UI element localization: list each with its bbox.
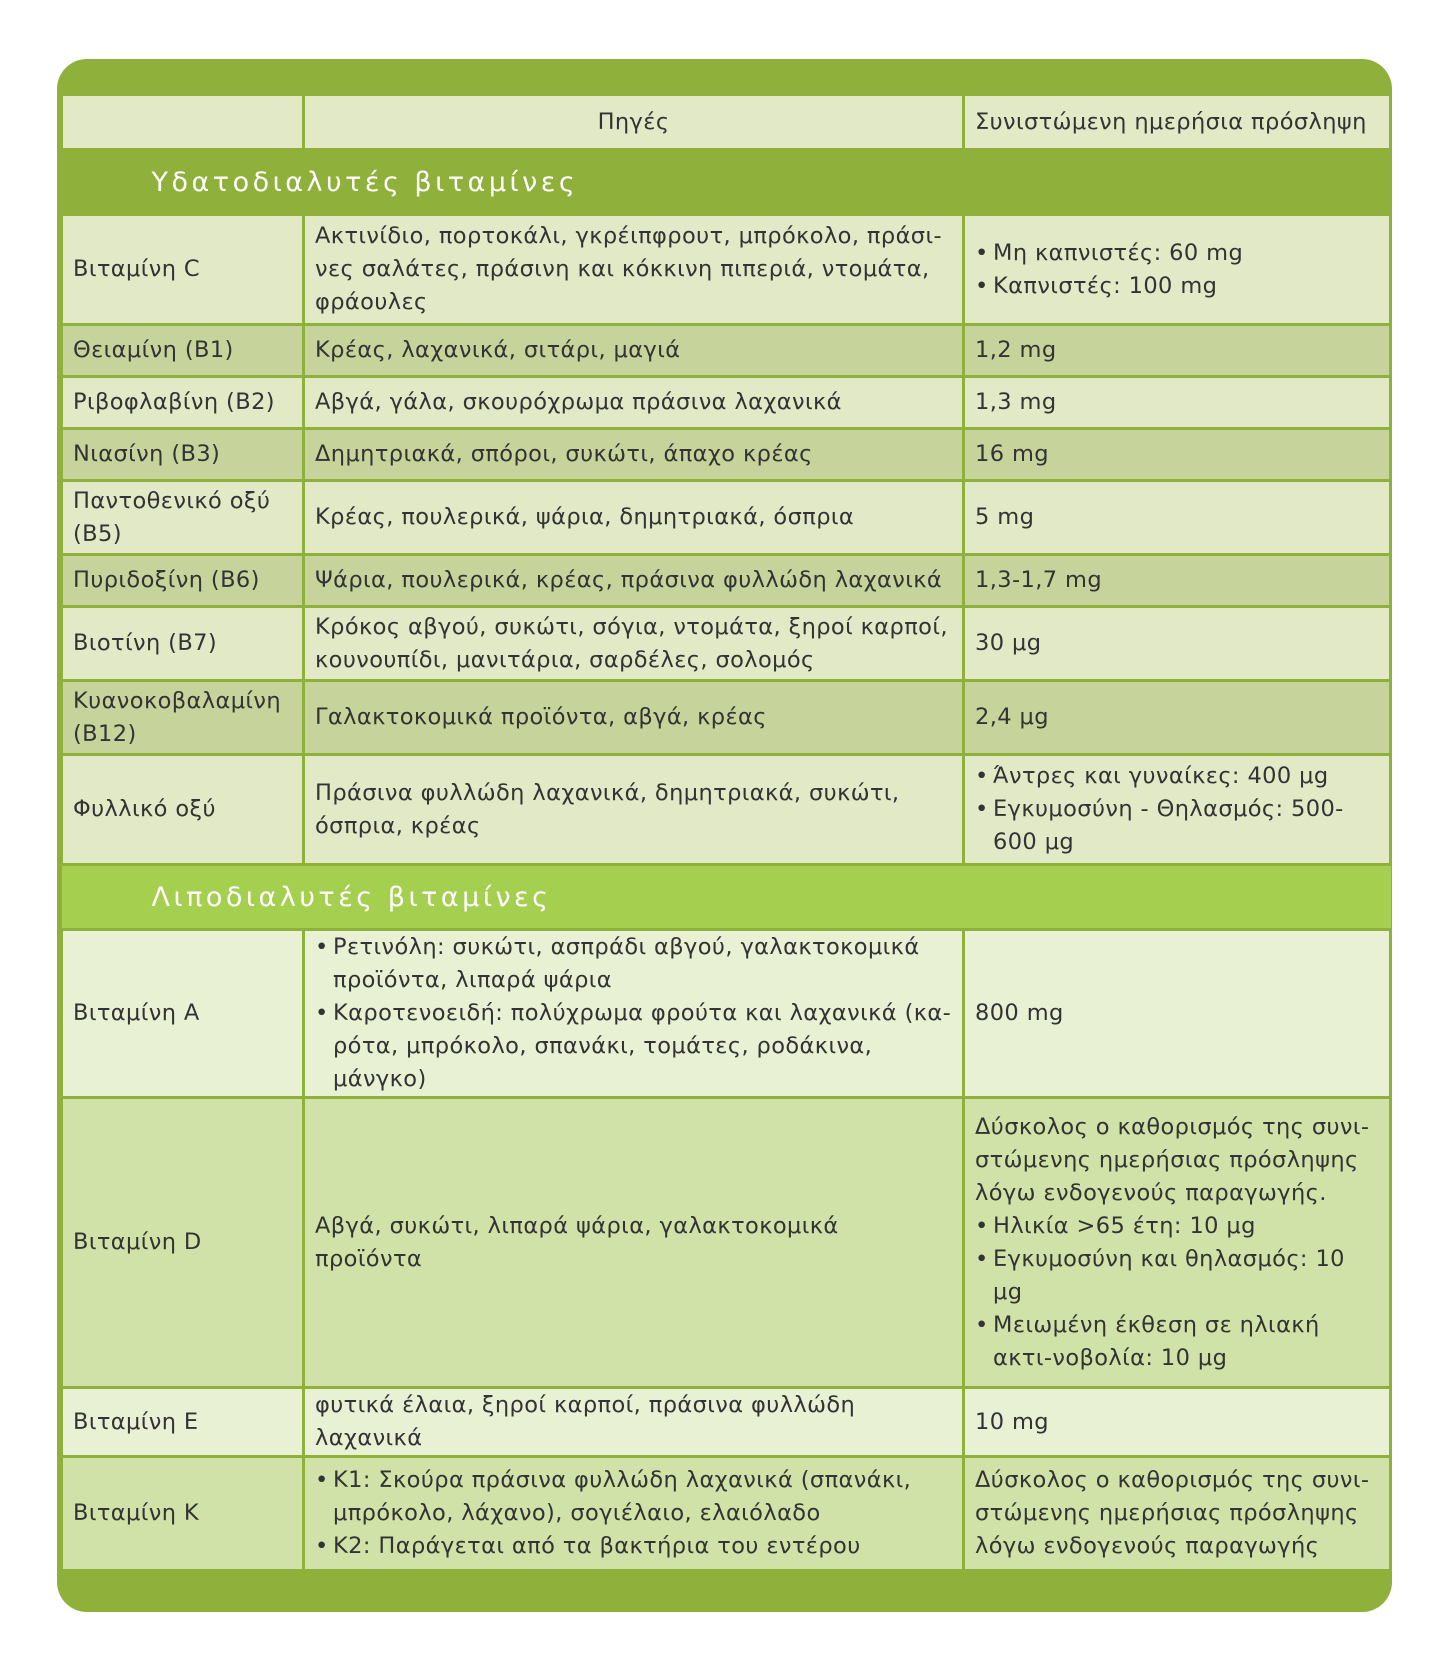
- table-row: [62, 429, 1391, 481]
- vitamin-sources: Πράσινα φυλλώδη λαχανικά, δημητριακά, συκώτι, όσπρια, κρέας: [304, 755, 964, 865]
- vitamin-sources: Δημητριακά, σπόροι, συκώτι, άπαχο κρέας: [304, 429, 964, 481]
- vitamin-name: Θειαμίνη (Β1): [62, 325, 304, 377]
- vitamin-name: Βιταμίνη C: [62, 215, 304, 325]
- source-item: • Κ1: Σκούρα πράσινα φυλλώδη λαχανικά (σπανάκι, μπρόκολο, λάχανο), σογιέλαιο, ελαιόλαδο: [315, 1464, 952, 1530]
- vitamin-name: Κυανοκοβαλαμίνη (Β12): [62, 681, 304, 755]
- header-cell-name: [62, 95, 304, 150]
- intake-item: • Ηλικία >65 έτη: 10 μg: [975, 1210, 1379, 1243]
- source-item: • Καροτενοειδή: πολύχρωμα φρούτα και λαχανικά (κα-ρότα, μπρόκολο, σπανάκι, τομάτες, ροδάκινα, μάνγκο): [315, 997, 952, 1096]
- intake-note: Δύσκολος ο καθορισμός της συνι-στώμενης ημερήσιας πρόσληψης λόγω ενδογενούς παραγωγής.: [975, 1113, 1370, 1206]
- vitamin-name: Φυλλικό οξύ: [62, 755, 304, 865]
- table-row: [62, 755, 1391, 865]
- vitamins-table: [60, 93, 1392, 1572]
- vitamin-name: Πυριδοξίνη (Β6): [62, 555, 304, 607]
- table-container: [60, 93, 1389, 1572]
- intake-item: • Καπνιστές: 100 mg: [975, 270, 1379, 303]
- vitamin-intake: [964, 1098, 1391, 1388]
- vitamin-name: Νιασίνη (Β3): [62, 429, 304, 481]
- vitamin-name: Βιταμίνη Α: [62, 930, 304, 1098]
- source-item: • Ρετινόλη: συκώτι, ασπράδι αβγού, γαλακτοκομικά προϊόντα, λιπαρά ψάρια: [315, 931, 952, 997]
- table-row: [62, 1388, 1391, 1457]
- vitamin-intake: 800 mg: [964, 930, 1391, 1098]
- vitamin-sources: Ακτινίδιο, πορτοκάλι, γκρέιπφρουτ, μπρόκολο, πράσι-νες σαλάτες, πράσινη και κόκκινη πιπεριά, ντομάτα, φράουλες: [304, 215, 964, 325]
- intake-item: • Εγκυμοσύνη και θηλασμός: 10 μg: [975, 1243, 1379, 1309]
- vitamin-name: Ριβοφλαβίνη (Β2): [62, 377, 304, 429]
- vitamin-sources: Ψάρια, πουλερικά, κρέας, πράσινα φυλλώδη λαχανικά: [304, 555, 964, 607]
- header-row: [62, 95, 1391, 150]
- vitamin-sources: [304, 930, 964, 1098]
- table-row: [62, 481, 1391, 555]
- table-row: [62, 1457, 1391, 1571]
- vitamin-sources: Αβγά, συκώτι, λιπαρά ψάρια, γαλακτοκομικά προϊόντα: [304, 1098, 964, 1388]
- vitamin-intake: 1,3-1,7 mg: [964, 555, 1391, 607]
- intake-item: • Μειωμένη έκθεση σε ηλιακή ακτι-νοβολία: 10 μg: [975, 1309, 1379, 1375]
- intake-item: • Άντρες και γυναίκες: 400 μg: [975, 760, 1379, 793]
- vitamin-sources: Κρόκος αβγού, συκώτι, σόγια, ντομάτα, ξηροί καρποί, κουνουπίδι, μανιτάρια, σαρδέλες, σολομός: [304, 607, 964, 681]
- vitamin-sources: Γαλακτοκομικά προϊόντα, αβγά, κρέας: [304, 681, 964, 755]
- vitamin-intake: 5 mg: [964, 481, 1391, 555]
- section-header-water-soluble: [62, 150, 1391, 215]
- vitamin-name: Βιοτίνη (Β7): [62, 607, 304, 681]
- table-frame: [57, 59, 1392, 1612]
- header-cell-intake: Συνιστώμενη ημερήσια πρόσληψη: [964, 95, 1391, 150]
- table-row: [62, 930, 1391, 1098]
- source-item: • Κ2: Παράγεται από τα βακτήρια του εντέρου: [315, 1530, 952, 1563]
- section-title: Υδατοδιαλυτές βιταμίνες: [62, 150, 1391, 215]
- table-row: [62, 377, 1391, 429]
- vitamin-intake: [964, 215, 1391, 325]
- vitamin-intake: [964, 755, 1391, 865]
- vitamin-intake: 10 mg: [964, 1388, 1391, 1457]
- section-header-fat-soluble: [62, 865, 1391, 930]
- vitamin-sources: Κρέας, πουλερικά, ψάρια, δημητριακά, όσπρια: [304, 481, 964, 555]
- table-row: [62, 607, 1391, 681]
- vitamin-intake: 1,2 mg: [964, 325, 1391, 377]
- vitamin-sources: Αβγά, γάλα, σκουρόχρωμα πράσινα λαχανικά: [304, 377, 964, 429]
- table-row: [62, 215, 1391, 325]
- section-title: Λιποδιαλυτές βιταμίνες: [62, 865, 1391, 930]
- table-row: [62, 1098, 1391, 1388]
- vitamin-intake: 1,3 mg: [964, 377, 1391, 429]
- table-row: [62, 681, 1391, 755]
- intake-item: • Μη καπνιστές: 60 mg: [975, 237, 1379, 270]
- vitamin-intake: Δύσκολος ο καθορισμός της συνι-στώμενης ημερήσιας πρόσληψης λόγω ενδογενούς παραγωγής: [964, 1457, 1391, 1571]
- intake-item: • Εγκυμοσύνη - Θηλασμός: 500-600 μg: [975, 793, 1379, 859]
- vitamin-name: Βιταμίνη Κ: [62, 1457, 304, 1571]
- vitamin-intake: 2,4 μg: [964, 681, 1391, 755]
- header-cell-sources: Πηγές: [304, 95, 964, 150]
- vitamin-sources: φυτικά έλαια, ξηροί καρποί, πράσινα φυλλώδη λαχανικά: [304, 1388, 964, 1457]
- vitamin-name: Βιταμίνη Ε: [62, 1388, 304, 1457]
- vitamin-sources: [304, 1457, 964, 1571]
- vitamin-intake: 16 mg: [964, 429, 1391, 481]
- table-row: [62, 555, 1391, 607]
- vitamin-name: Βιταμίνη D: [62, 1098, 304, 1388]
- vitamin-name: Παντοθενικό οξύ (Β5): [62, 481, 304, 555]
- table-row: [62, 325, 1391, 377]
- vitamin-sources: Κρέας, λαχανικά, σιτάρι, μαγιά: [304, 325, 964, 377]
- vitamin-intake: 30 μg: [964, 607, 1391, 681]
